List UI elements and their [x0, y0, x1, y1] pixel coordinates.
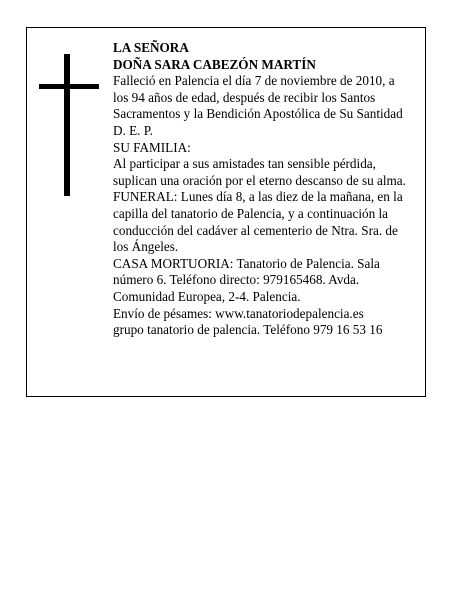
funeral-line: conducción del cadáver al cementerio de Ntra. Sra. de — [113, 222, 398, 238]
mortuary-line: número 6. Teléfono directo: 979165468. Avda. — [113, 272, 360, 288]
family-line: Al participar a sus amistades tan sensible pérdida, — [113, 156, 376, 172]
mortuary-line: CASA MORTUORIA: Tanatorio de Palencia. Sala — [113, 255, 380, 271]
condolence-line: grupo tanatorio de palencia. Teléfono 979 16 53 16 — [113, 322, 383, 338]
death-line: Falleció en Palencia el día 7 de noviembre de 2010, a — [113, 73, 395, 89]
death-line: Sacramentos y la Bendición Apostólica de Su Santidad — [113, 106, 403, 122]
condolence-line: Envío de pésames: www.tanatoriodepalencia.es — [113, 305, 364, 321]
death-line: los 94 años de edad, después de recibir los Santos — [113, 89, 376, 105]
funeral-line: los Ángeles. — [113, 239, 179, 255]
rip-line: D. E. P. — [113, 122, 153, 138]
family-heading: SU FAMILIA: — [113, 139, 191, 155]
funeral-paragraph — [113, 189, 418, 255]
condolence-paragraph — [113, 306, 418, 339]
mortuary-paragraph — [113, 256, 418, 306]
obituary-text — [113, 40, 418, 339]
deceased-name: DOÑA SARA CABEZÓN MARTÍN — [113, 56, 316, 72]
title-line-1: LA SEÑORA — [113, 40, 189, 55]
family-paragraph — [113, 156, 418, 189]
funeral-line: FUNERAL: Lunes día 8, a las diez de la mañana, en la — [113, 189, 403, 205]
death-paragraph — [113, 73, 418, 139]
mortuary-line: Comunidad Europea, 2-4. Palencia. — [113, 288, 301, 304]
family-line: suplican una oración por el eterno descanso de su alma. — [113, 172, 406, 188]
funeral-line: capilla del tanatorio de Palencia, y a continuación la — [113, 205, 388, 221]
